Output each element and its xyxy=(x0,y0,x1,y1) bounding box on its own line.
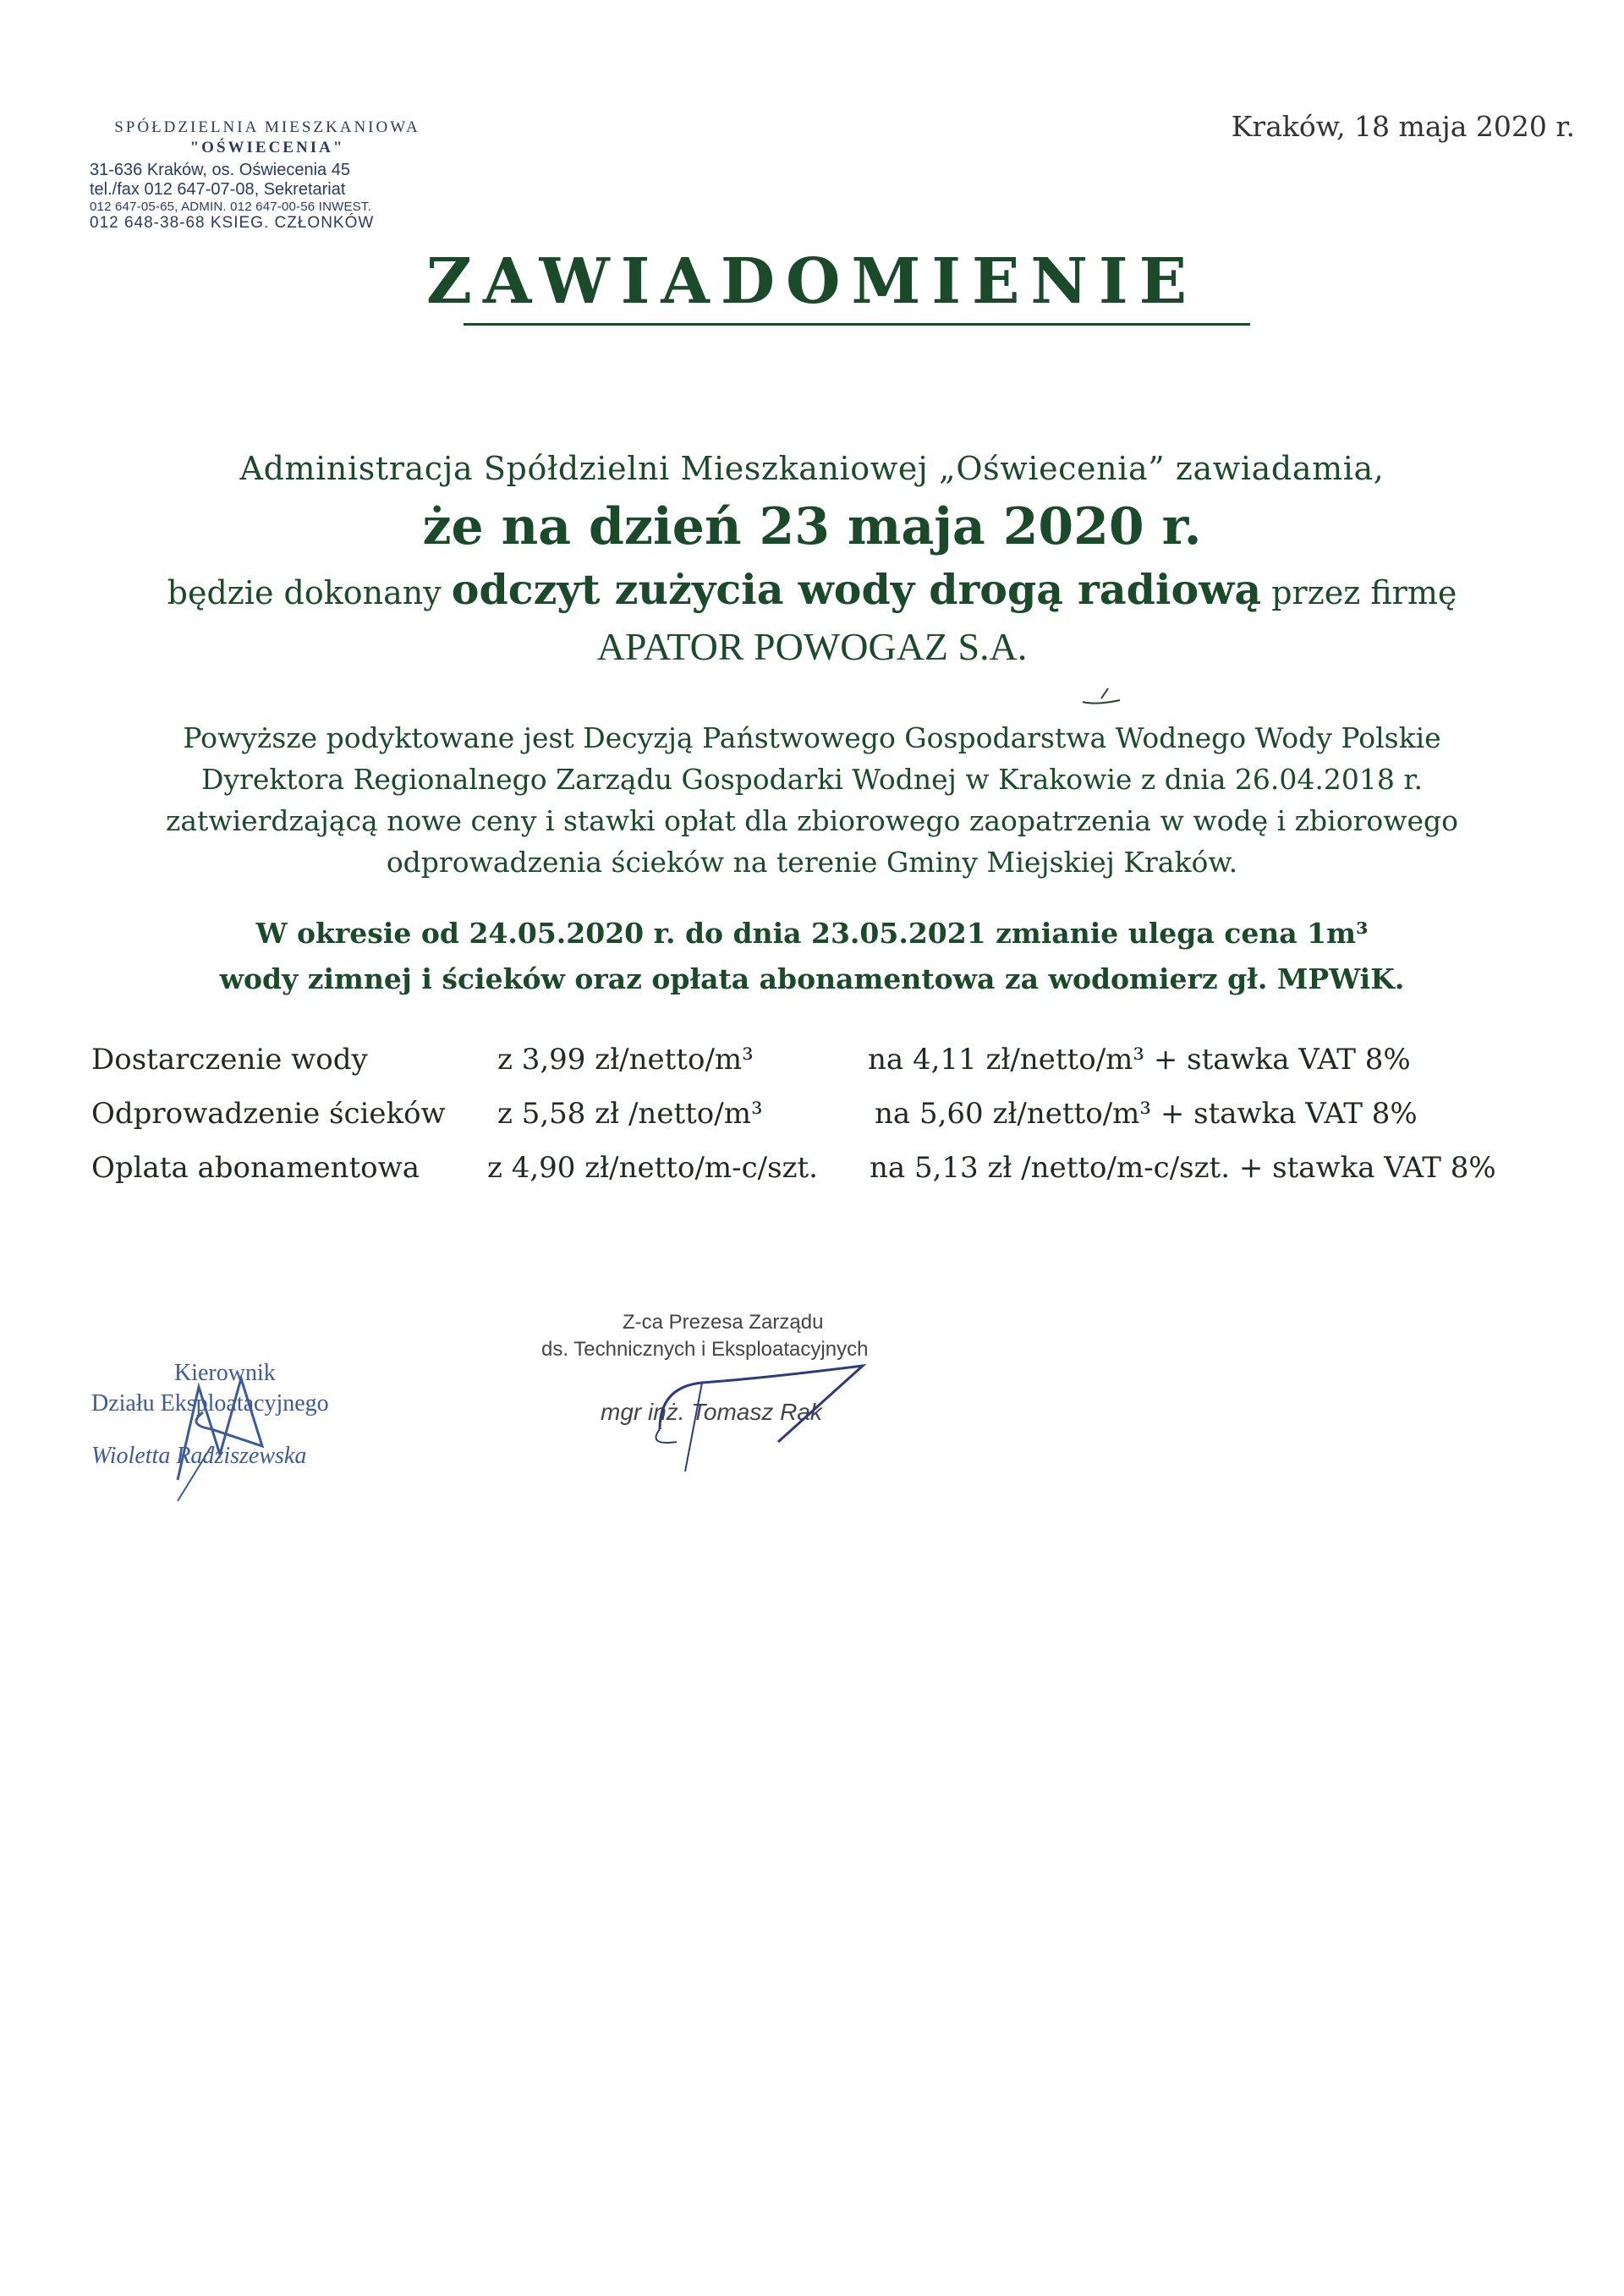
stamp-phone: tel./fax 012 647-07-08, Sekretariat xyxy=(90,180,346,199)
rate-from: z 3,99 zł/netto/m³ xyxy=(497,1043,754,1077)
ink-tick-mark xyxy=(1079,683,1125,709)
rate-name: Odprowadzenie ścieków xyxy=(91,1097,446,1131)
handwritten-signature-left xyxy=(161,1353,296,1505)
stamp-phone-2: 012 647-05-65, ADMIN. 012 647-00-56 INWEST. xyxy=(90,200,371,214)
rate-from: z 5,58 zł /netto/m³ xyxy=(497,1097,763,1131)
decision-line: Dyrektora Regionalnego Zarządu Gospodarki Wodnej w Krakowie z dnia 26.04.2018 r. xyxy=(201,763,1423,796)
signature-left-department: Działu Eksploatacyjnego xyxy=(91,1390,329,1417)
rate-to: na 4,11 zł/netto/m³ + stawka VAT 8% xyxy=(868,1043,1411,1077)
signature-right-role: Z-ca Prezesa Zarządu xyxy=(623,1311,824,1334)
rate-name: Dostarczenie wody xyxy=(91,1043,368,1077)
intro-line: Administracja Spółdzielni Mieszkaniowej „Oświecenia” zawiadamia, xyxy=(239,450,1385,487)
rate-to: na 5,60 zł/netto/m³ + stawka VAT 8% xyxy=(875,1097,1418,1131)
period-line: wody zimnej i ścieków oraz opłata abonamentowa za wodomierz gł. MPWiK. xyxy=(219,962,1405,995)
reading-method-line xyxy=(0,565,1624,614)
signature-right-name: mgr inż. Tomasz Rak xyxy=(601,1399,822,1425)
rate-from: z 4,90 zł/netto/m-c/szt. xyxy=(487,1151,818,1185)
stamp-line-2: "OŚWIECENIA" xyxy=(189,139,345,156)
title-underline xyxy=(464,323,1250,326)
decision-paragraph xyxy=(0,717,1624,883)
signature-right-department: ds. Technicznych i Eksploatacyjnych xyxy=(541,1338,869,1361)
company-name: APATOR POWOGAZ S.A. xyxy=(596,625,1028,668)
signature-left-name: Wioletta Radziszewska xyxy=(91,1443,307,1469)
stamp-phone-3: 012 648-38-68 KSIEG. CZŁONKÓW xyxy=(90,214,375,232)
document-date: Kraków, 18 maja 2020 r. xyxy=(1231,110,1575,143)
reading-after: przez firmę xyxy=(1271,574,1457,611)
rate-name: Oplata abonamentowa xyxy=(91,1151,420,1185)
reading-before: będzie dokonany xyxy=(167,574,442,611)
reading-date-line: że na dzień 23 maja 2020 r. xyxy=(422,497,1202,556)
decision-line: odprowadzenia ścieków na terenie Gminy Miejskiej Kraków. xyxy=(386,846,1238,879)
stamp-address: 31-636 Kraków, os. Oświecenia 45 xyxy=(90,161,350,179)
period-paragraph xyxy=(0,911,1624,1002)
cooperative-stamp xyxy=(90,118,462,233)
decision-line: Powyższe podyktowane jest Decyzją Państwowego Gospodarstwa Wodnego Wody Polskie xyxy=(183,721,1441,754)
signature-left-role: Kierownik xyxy=(174,1360,276,1386)
document-title: ZAWIADOMIENIE xyxy=(425,245,1199,318)
decision-line: zatwierdzającą nowe ceny i stawki opłat dla zbiorowego zaopatrzenia w wodę i zbiorowego xyxy=(166,804,1458,837)
stamp-line-1: SPÓŁDZIELNIA MIESZKANIOWA xyxy=(114,118,420,136)
handwritten-signature-right xyxy=(626,1353,880,1497)
reading-bold: odczyt zużycia wody drogą radiową xyxy=(451,565,1262,614)
period-line: W okresie od 24.05.2020 r. do dnia 23.05.2021 zmianie ulega cena 1m³ xyxy=(255,917,1369,950)
rate-to: na 5,13 zł /netto/m-c/szt. + stawka VAT 8% xyxy=(870,1151,1496,1185)
